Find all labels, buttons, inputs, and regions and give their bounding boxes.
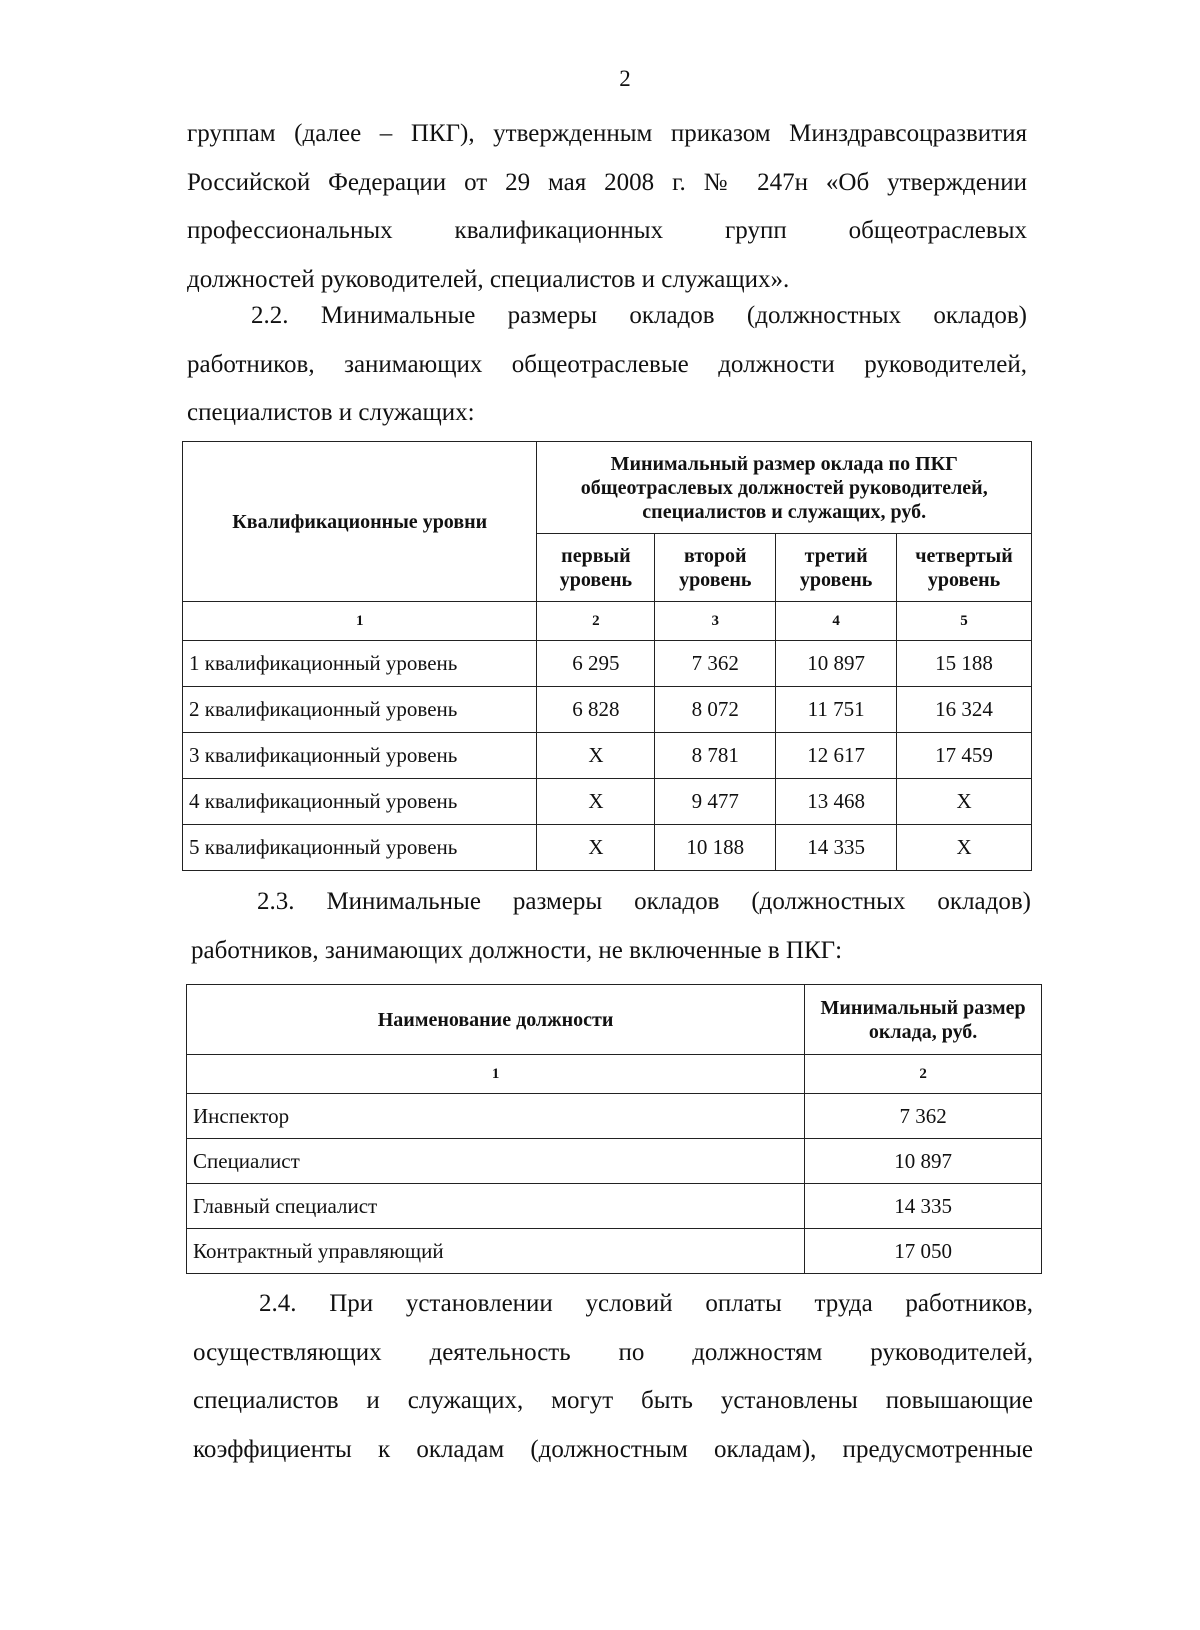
cell-value: 8 072 (655, 687, 776, 733)
cell-value: 14 335 (776, 825, 897, 871)
cell-value: 17 459 (897, 733, 1032, 779)
cell-value: 15 188 (897, 641, 1032, 687)
row-label: Главный специалист (187, 1184, 805, 1229)
text-line: осуществляющих деятельность по должностям руководителей, (193, 1338, 1033, 1366)
header-min-salary-group: Минимальный размер оклада по ПКГ общеотраслевых должностей руководителей, специалистов и служащих, руб. (537, 442, 1032, 534)
row-label: Инспектор (187, 1094, 805, 1139)
column-number: 1 (183, 602, 537, 641)
cell-value: 16 324 (897, 687, 1032, 733)
subheader-level-1: первый уровень (537, 534, 655, 602)
cell-value: 17 050 (805, 1229, 1042, 1274)
cell-value: 10 188 (655, 825, 776, 871)
cell-value: 7 362 (805, 1094, 1042, 1139)
pkg-salary-table (182, 441, 1032, 871)
column-number: 3 (655, 602, 776, 641)
row-label: 2 квалификационный уровень (183, 687, 537, 733)
paragraph-2-4 (193, 1280, 1033, 1474)
paragraph-intro (187, 110, 1027, 304)
table-row (187, 1184, 1042, 1229)
cell-value: 6 295 (537, 641, 655, 687)
cell-value: 12 617 (776, 733, 897, 779)
row-label: 3 квалификационный уровень (183, 733, 537, 779)
column-number-row (187, 1055, 1042, 1094)
table-row (187, 1139, 1042, 1184)
cell-value: X (537, 825, 655, 871)
page-number: 2 (619, 66, 631, 91)
row-label: Контрактный управляющий (187, 1229, 805, 1274)
cell-value: X (897, 779, 1032, 825)
column-number: 2 (537, 602, 655, 641)
header-min-salary: Минимальный размер оклада, руб. (805, 985, 1042, 1055)
subheader-level-3: третий уровень (776, 534, 897, 602)
text-line: специалистов и служащих, могут быть установлены повышающие (193, 1387, 1033, 1414)
text-line: должностей руководителей, специалистов и служащих». (187, 265, 790, 293)
cell-value: X (537, 733, 655, 779)
paragraph-2-2 (187, 292, 1027, 438)
table-row (187, 1094, 1042, 1139)
cell-value: 7 362 (655, 641, 776, 687)
text-line: 2.4. При установлении условий оплаты труда работников, (259, 1290, 1033, 1317)
subheader-level-4: четвертый уровень (897, 534, 1032, 602)
text-line: работников, занимающих должности, не включенные в ПКГ: (191, 936, 843, 964)
row-label: Специалист (187, 1139, 805, 1184)
cell-value: 8 781 (655, 733, 776, 779)
table-row (183, 825, 1032, 871)
text-line: 2.2. Минимальные размеры окладов (должностных окладов) (251, 302, 1027, 329)
header-position-name: Наименование должности (187, 985, 805, 1055)
column-number: 4 (776, 602, 897, 641)
cell-value: 9 477 (655, 779, 776, 825)
table-row (187, 1229, 1042, 1274)
cell-value: 11 751 (776, 687, 897, 733)
cell-value: X (897, 825, 1032, 871)
table-row (183, 641, 1032, 687)
text-line: коэффициенты к окладам (должностным окладам), предусмотренные (193, 1435, 1033, 1463)
table-row (183, 779, 1032, 825)
text-line: специалистов и служащих: (187, 399, 475, 426)
row-label: 1 квалификационный уровень (183, 641, 537, 687)
cell-value: 10 897 (776, 641, 897, 687)
cell-value: X (537, 779, 655, 825)
row-label: 4 квалификационный уровень (183, 779, 537, 825)
paragraph-2-3 (191, 878, 1031, 975)
text-line: группам (далее – ПКГ), утвержденным приказом Минздравсоцразвития (187, 120, 1027, 147)
header-qualification-levels: Квалификационные уровни (183, 442, 537, 602)
column-number: 1 (187, 1055, 805, 1094)
cell-value: 6 828 (537, 687, 655, 733)
table-row (183, 687, 1032, 733)
text-line: Российской Федерации от 29 мая 2008 г. № 247н «Об утверждении (187, 168, 1027, 196)
cell-value: 10 897 (805, 1139, 1042, 1184)
text-line: профессиональных квалификационных групп общеотраслевых (187, 217, 1027, 244)
column-number-row (183, 602, 1032, 641)
column-number: 5 (897, 602, 1032, 641)
table-row (183, 733, 1032, 779)
non-pkg-salary-table (186, 984, 1042, 1274)
text-line: 2.3. Минимальные размеры окладов (должностных окладов) (257, 888, 1031, 915)
column-number: 2 (805, 1055, 1042, 1094)
row-label: 5 квалификационный уровень (183, 825, 537, 871)
cell-value: 13 468 (776, 779, 897, 825)
text-line: работников, занимающих общеотраслевые должности руководителей, (187, 350, 1027, 378)
subheader-level-2: второй уровень (655, 534, 776, 602)
cell-value: 14 335 (805, 1184, 1042, 1229)
